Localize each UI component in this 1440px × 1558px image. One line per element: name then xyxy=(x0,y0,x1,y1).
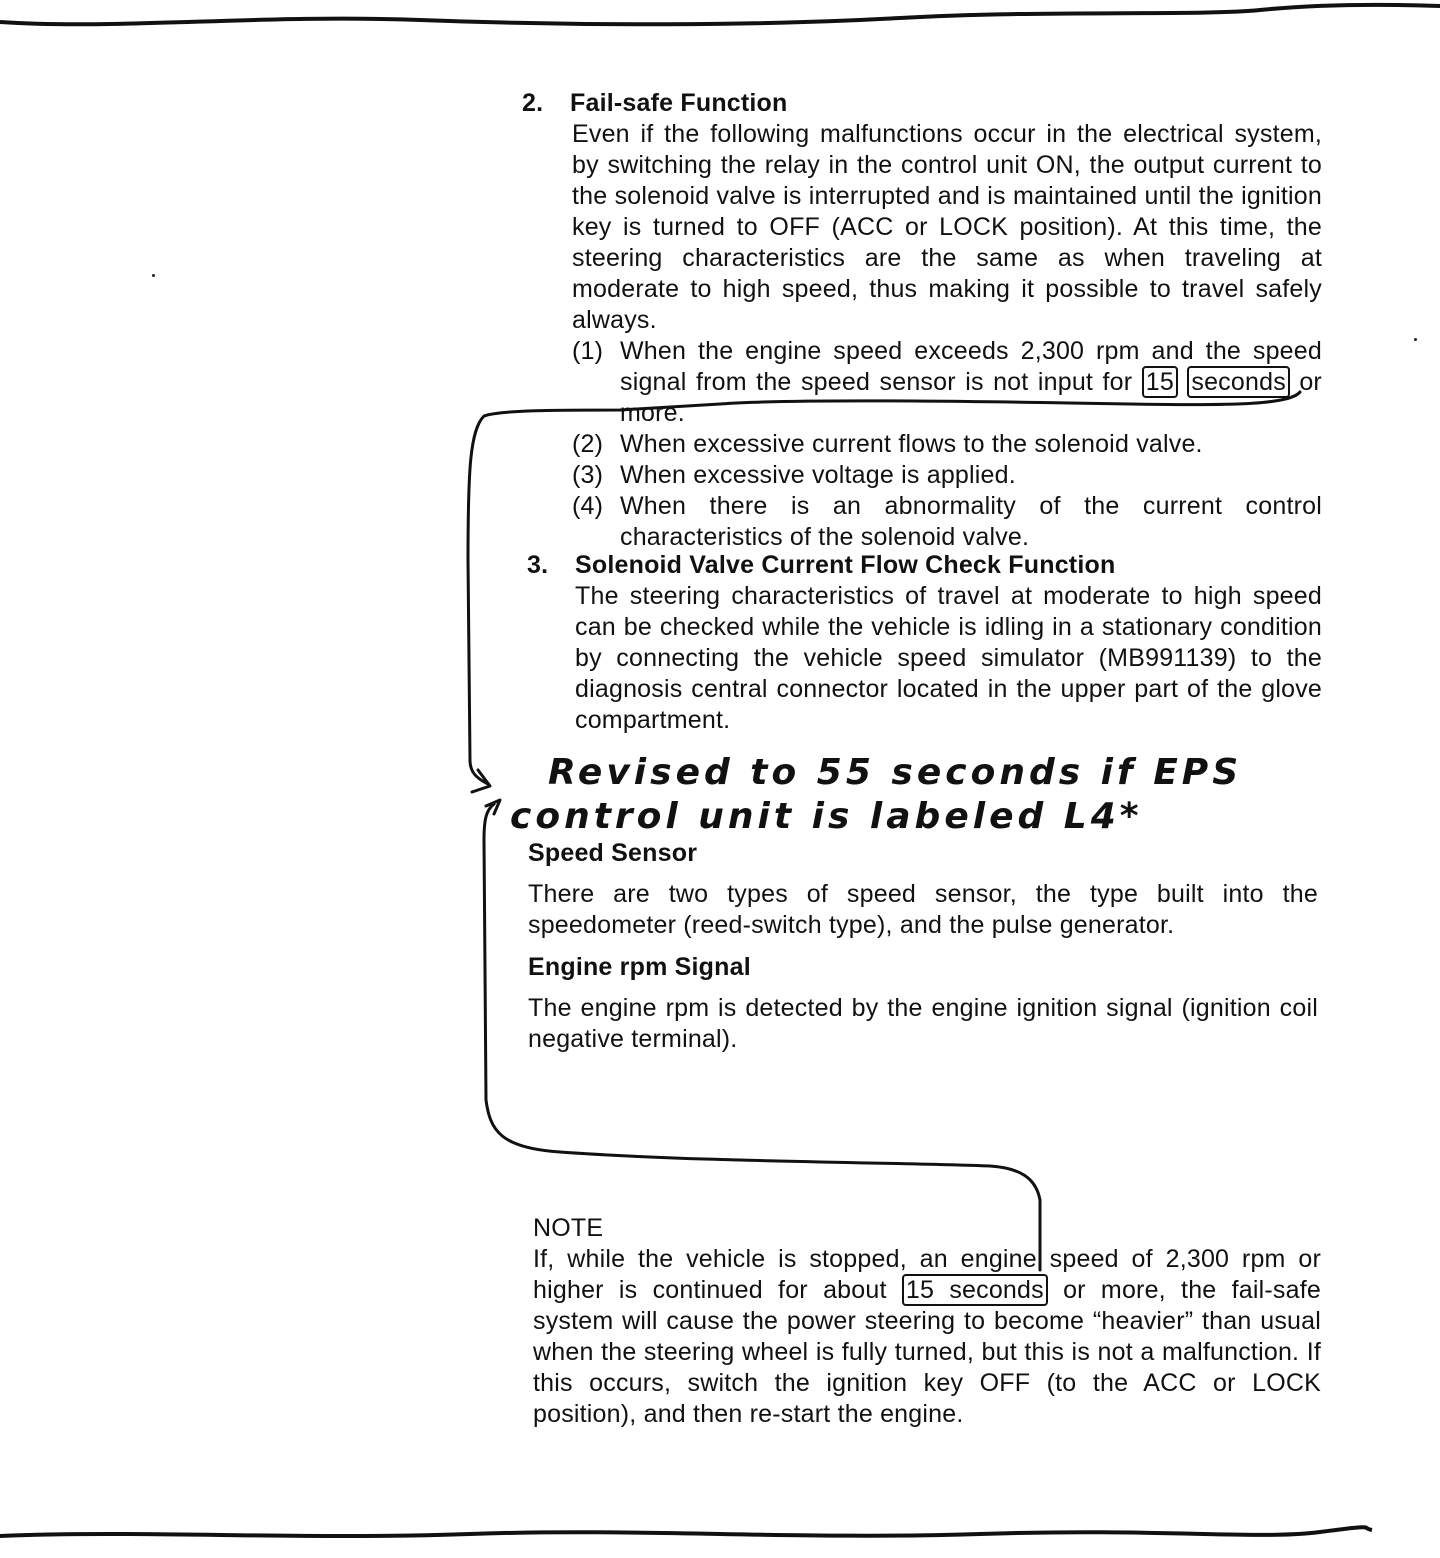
section-body: The steering characteristics of travel at moderate to high speed can be checked while the vehicle is idling in a stationary condition by connecting the vehicle speed simulator (MB991139) to the diagnosis central connector located in the upper part of the glove compartment. xyxy=(575,582,1322,734)
list-marker: (2) xyxy=(572,430,604,458)
note-block xyxy=(533,1213,1321,1430)
list-text-after: or more. xyxy=(620,368,1322,427)
section-title: Fail-safe Function xyxy=(570,89,788,117)
arrow-annotation-icon xyxy=(472,770,490,792)
list-text: When the engine speed exceeds 2,300 rpm and the speed signal from the speed sensor is not input for xyxy=(620,337,1322,396)
section-intro: Even if the following malfunctions occur in the electrical system, by switching the relay in the control unit ON, the output current to the solenoid valve is interrupted and is maintained until the ignition key is turned to OFF (ACC or LOCK position). At this time, the steering characteristics are the same as when traveling at moderate to high speed, thus making it possible to travel safely always. xyxy=(572,120,1322,334)
list-item xyxy=(572,336,1322,429)
note-text-before: If, while the vehicle is stopped, an engine speed of 2,300 rpm or higher is continued for about xyxy=(533,1245,1321,1304)
note-text xyxy=(533,1244,1321,1430)
list-item xyxy=(572,460,1322,491)
section-number: 3. xyxy=(527,551,549,579)
section-title: Solenoid Valve Current Flow Check Function xyxy=(575,551,1116,579)
list-item xyxy=(572,429,1322,460)
section-current-flow-check xyxy=(527,550,1322,736)
section-heading xyxy=(522,88,1322,119)
list-marker: (1) xyxy=(572,337,604,365)
section-title: Engine rpm Signal xyxy=(528,953,751,981)
stray-dot xyxy=(152,274,155,277)
boxed-duration: 15 seconds xyxy=(902,1274,1048,1306)
section-heading xyxy=(527,550,1322,581)
boxed-unit: seconds xyxy=(1187,366,1290,398)
list-text: When excessive current flows to the solenoid valve. xyxy=(620,430,1203,458)
note-label: NOTE xyxy=(533,1214,604,1242)
note-text-after: or more, the fail-safe system will cause the power steering to become “heavier” than usual when the steering wheel is fully turned, but this is not a malfunction. If this occurs, switch the ignition key OFF (to the ACC or LOCK position), and then re-start the engine. xyxy=(533,1276,1321,1428)
section-number: 2. xyxy=(522,89,544,117)
list-marker: (4) xyxy=(572,492,604,520)
list-text: When there is an abnormality of the current control characteristics of the solenoid valve. xyxy=(620,492,1322,551)
stray-dot xyxy=(1414,338,1417,341)
section-body: There are two types of speed sensor, the type built into the speedometer (reed-switch type), and the pulse generator. xyxy=(528,880,1318,939)
section-fail-safe xyxy=(522,88,1322,553)
list-text: When excessive voltage is applied. xyxy=(620,461,1016,489)
list-item xyxy=(572,491,1322,553)
engine-rpm-section xyxy=(528,952,1318,1055)
section-title: Speed Sensor xyxy=(528,839,698,867)
list-marker: (3) xyxy=(572,461,604,489)
handwritten-note-line-1: Revised to 55 seconds if EPS xyxy=(548,752,1243,793)
boxed-value: 15 xyxy=(1142,366,1178,398)
top-rule xyxy=(0,0,1440,40)
handwritten-note-line-2: control unit is labeled L4* xyxy=(510,796,1143,837)
bottom-rule xyxy=(0,1518,1440,1558)
arrow-annotation-icon xyxy=(486,800,500,814)
section-body: The engine rpm is detected by the engine ignition signal (ignition coil negative terminal). xyxy=(528,994,1318,1053)
speed-sensor-section xyxy=(528,838,1318,941)
